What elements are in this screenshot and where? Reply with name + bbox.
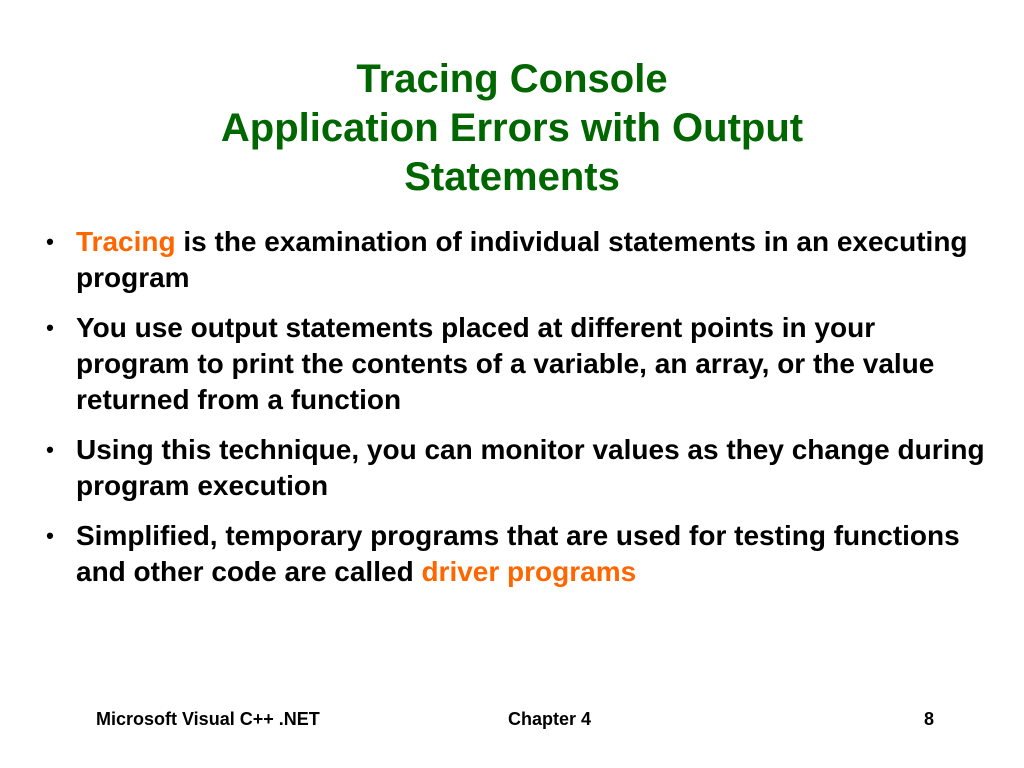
bullet-icon: • bbox=[46, 523, 54, 548]
bullet-item bbox=[40, 518, 990, 590]
bullet-text: Using this technique, you can monitor values as they change during program execution bbox=[76, 434, 985, 501]
bullet-text: Simplified, temporary programs that are used for testing functions and other code are called bbox=[76, 520, 960, 587]
slide-title bbox=[0, 55, 1024, 202]
footer-course-name: Microsoft Visual C++ .NET bbox=[96, 709, 320, 729]
bullet-icon: • bbox=[46, 229, 54, 254]
slide-title-line: Application Errors with Output bbox=[220, 106, 804, 150]
footer-chapter: Chapter 4 bbox=[508, 709, 592, 729]
bullet-item bbox=[40, 310, 990, 418]
bullet-icon: • bbox=[46, 437, 54, 462]
bullet-icon: • bbox=[46, 315, 54, 340]
bullet-list bbox=[40, 224, 990, 604]
highlight-term: Tracing bbox=[76, 226, 176, 257]
footer-page-number: 8 bbox=[924, 709, 935, 729]
bullet-item bbox=[40, 432, 990, 504]
slide-title-line: Statements bbox=[404, 155, 620, 199]
slide-title-line: Tracing Console bbox=[356, 57, 668, 101]
bullet-text: You use output statements placed at different points in your program to print the contents of a variable, an array, or the value returned from a function bbox=[76, 312, 935, 415]
bullet-text: is the examination of individual statements in an executing program bbox=[76, 226, 968, 293]
highlight-term: driver programs bbox=[421, 556, 637, 587]
bullet-item bbox=[40, 224, 990, 296]
